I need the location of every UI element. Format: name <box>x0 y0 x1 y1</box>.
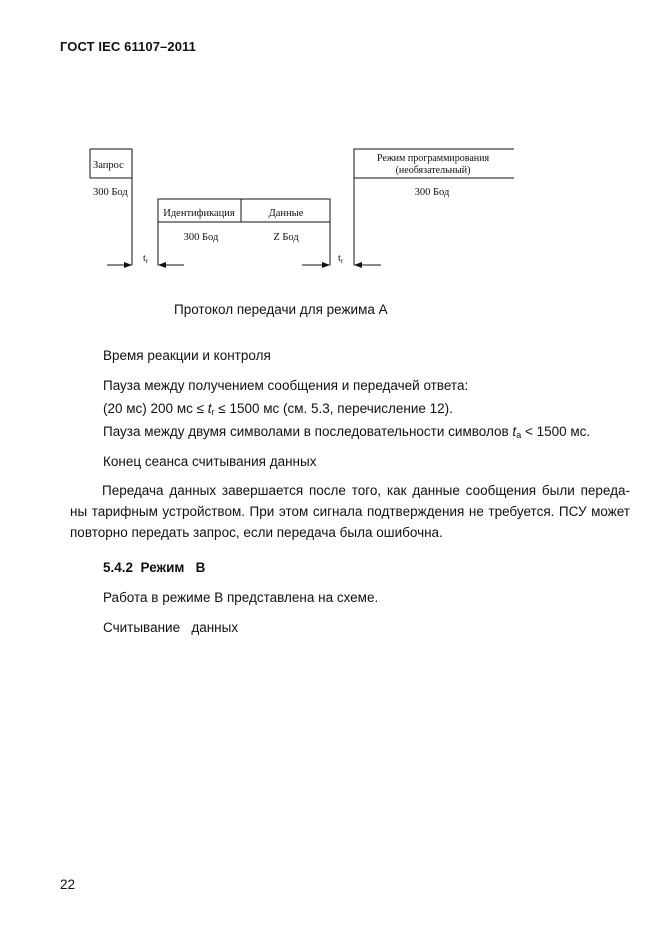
document-code-header: ГОСТ IEC 61107–2011 <box>60 39 196 54</box>
pause-response-text: Пауза между получением сообщения и передачей ответа: <box>103 378 469 393</box>
reading-data-heading: Считывание данных <box>103 620 239 635</box>
section-heading: 5.4.2 Режим B <box>103 560 206 575</box>
session-end-heading: Конец сеанса считывания данных <box>103 454 317 469</box>
request-label: Запрос <box>93 160 124 171</box>
transfer-paragraph-line: Передача данных завершается после того, как данные сообщения были переда- <box>102 483 630 498</box>
pause-symbols-text: Пауза между двумя символами в последовательности символов $t_a < 1500$ мс. <box>103 424 591 440</box>
transfer-paragraph-line: ны тарифным устройством. При этом сигнала подтверждения не требуется. ПСУ может <box>70 504 630 519</box>
mode-b-text: Работа в режиме В представлена на схеме. <box>103 590 379 605</box>
diagram-caption: Протокол передачи для режима А <box>174 302 388 317</box>
page-number: 22 <box>60 877 76 892</box>
range-text: (20 мс) 200 мс ≤ $t_r \le 1500$ мс (см. 5.3, перечисление 12). <box>103 401 453 417</box>
programming-mode-optional: (необязательный) <box>395 165 471 176</box>
arrowhead-2 <box>158 262 166 268</box>
transfer-paragraph-line: повторно передать запрос, если передача была ошибочна. <box>70 525 443 540</box>
request-baud: 300 Бод <box>93 187 128 198</box>
timing-label-right: $t_r$ <box>338 253 344 265</box>
identification-baud: 300 Бод <box>183 232 219 243</box>
data-baud: Z Бод <box>273 232 299 243</box>
arrowhead-4 <box>354 262 362 268</box>
arrowhead-1 <box>124 262 132 268</box>
timing-label-left: $t_r$ <box>143 253 149 265</box>
mode-a-protocol-diagram <box>0 0 661 300</box>
identification-label: Идентификация <box>163 208 235 219</box>
reaction-heading: Время реакции и контроля <box>103 348 271 363</box>
transfer-paragraph <box>70 480 630 543</box>
programming-mode-baud: 300 Бод <box>414 187 450 198</box>
arrowhead-3 <box>322 262 330 268</box>
data-label: Данные <box>268 208 304 219</box>
programming-mode-label: Режим программирования <box>376 153 490 164</box>
